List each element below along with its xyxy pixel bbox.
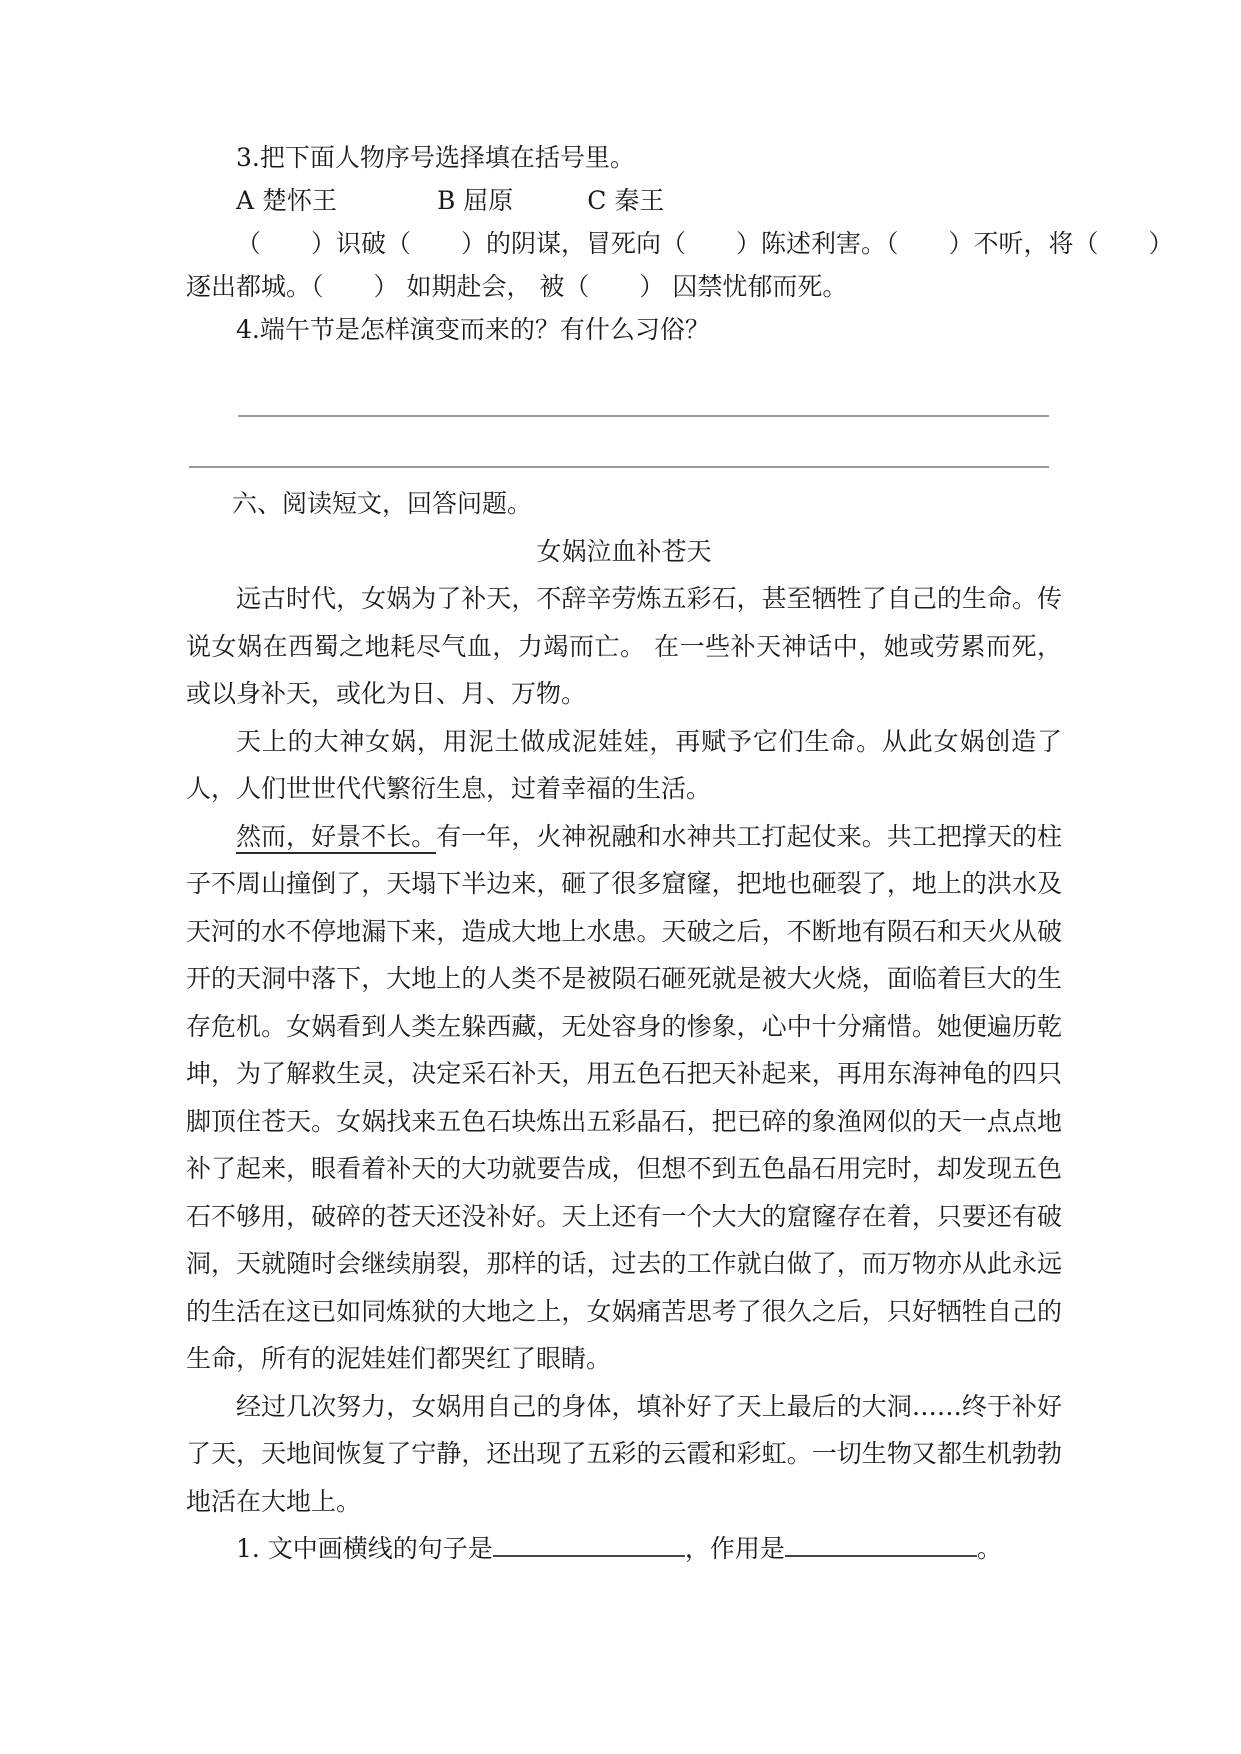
passage-paragraph — [186, 1383, 1062, 1526]
passage-paragraphs — [186, 575, 1062, 1525]
question3-fill-line-2: 逐出都城。（ ） 如期赴会， 被（ ） 囚禁忧郁而死。 — [186, 272, 848, 301]
underlined-sentence: 然而，好景不长。 — [236, 822, 436, 854]
option-a: A 楚怀王 — [236, 186, 338, 215]
question3-fill-line-1: （ ）识破（ ）的阴谋，冒死向（ ）陈述利害。（ ）不听，将（ ） — [236, 229, 1174, 258]
answer-rule-line-2 — [189, 466, 1049, 468]
passage-paragraph — [186, 813, 1062, 1383]
question1-middle: ，作用是 — [684, 1534, 785, 1563]
question3-options — [186, 179, 1062, 222]
question1-blank-1 — [493, 1530, 685, 1557]
question4-prompt: 4.端午节是怎样演变而来的？有什么习俗？ — [236, 315, 710, 344]
answer-rule-line-1 — [238, 415, 1049, 417]
option-c: C 秦王 — [587, 186, 665, 215]
passage-text: 经过几次努力，女娲用自己的身体，填补好了天上最后的大洞……终于补好了天，天地间恢复了宁静，还出现了五彩的云霞和彩虹。一切生物又都生机勃勃地活在大地上。 — [186, 1391, 1062, 1516]
passage-text: 天上的大神女娲，用泥土做成泥娃娃，再赋予它们生命。从此女娲创造了人，人们世世代代繁衍生息，过着幸福的生活。 — [186, 726, 1062, 803]
passage-text: 有一年，火神祝融和水神共工打起仗来。共工把撑天的柱子不周山撞倒了，天塌下半边来，砸了很多窟窿，把地也砸裂了，地上的洪水及天河的水不停地漏下来，造成大地上水患。天破之后，不断地有陨石和天火从破开的天洞中落下，大地上的人类不是被陨石砸死就是被大火烧，面临着巨大的生存危机。女娲看到人类左躲西藏，无处容身的惨象，心中十分痛惜。她便遍历乾坤，为了解救生灵，决定采石补天，用五色石把天补起来，再用东海神龟的四只脚顶住苍天。女娲找来五色石块炼出五彩晶石，把已碎的象渔网似的天一点点地补了起来，眼看着补天的大功就要告成，但想不到五色晶石用完时，却发现五色石不够用，破碎的苍天还没补好。天上还有一个大大的窟窿存在着，只要还有破洞，天就随时会继续崩裂，那样的话，过去的工作就白做了，而万物亦从此永远的生活在这已如同炼狱的大地之上，女娲痛苦思考了很久之后，只好牺牲自己的生命，所有的泥娃娃们都哭红了眼睛。 — [186, 821, 1062, 1373]
section6-heading: 六、阅读短文，回答问题。 — [232, 489, 533, 518]
passage-text: 远古时代，女娲为了补天，不辞辛劳炼五彩石，甚至牺牲了自己的生命。传说女娲在西蜀之地耗尽气血，力竭而亡。 在一些补天神话中，她或劳累而死，或以身补天，或化为日、月、万物。 — [186, 584, 1062, 708]
passage-title: 女娲泣血补苍天 — [536, 536, 712, 566]
worksheet-page — [186, 136, 1174, 1573]
passage-paragraph — [186, 718, 1062, 813]
question3-block — [186, 136, 1174, 351]
question1-blank-2 — [785, 1530, 977, 1557]
question1-prefix: 1. 文中画横线的句子是 — [236, 1534, 493, 1563]
option-b: B 屈原 — [436, 186, 514, 215]
question1-row — [186, 1525, 1062, 1573]
reading-section — [186, 480, 1062, 1573]
question1-suffix: 。 — [976, 1534, 1002, 1563]
passage-paragraph — [186, 575, 1062, 718]
question3-prompt: 3.把下面人物序号选择填在括号里。 — [236, 143, 635, 172]
